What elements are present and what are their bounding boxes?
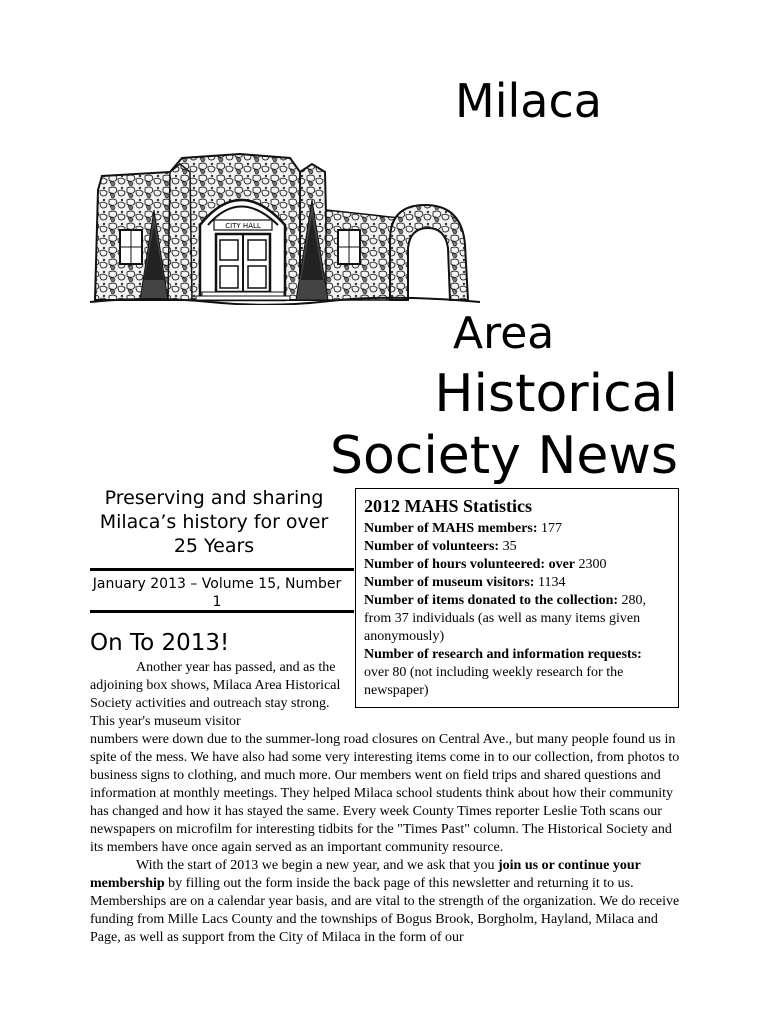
- stat-value: 1134: [537, 575, 566, 590]
- statistics-title: 2012 MAHS Statistics: [364, 496, 532, 516]
- paragraph-1-start: Another year has passed, and as the adjoining box shows, Milaca Area Historical Society activities and outreach stay strong. This year's museum visitor: [90, 660, 341, 729]
- paragraph-2: [90, 857, 682, 947]
- paragraph-2-lead: With the start of 2013 we begin a new year, and we ask that you: [136, 858, 495, 873]
- tagline: Preserving and sharing Milaca’s history for over 25 Years: [99, 487, 329, 557]
- stat-value: 280, from 37 individuals (as well as many items given anonymously): [364, 593, 647, 644]
- stat-members: [364, 520, 670, 538]
- stat-value: 2300: [578, 557, 607, 572]
- city-hall-building-icon: [90, 150, 480, 305]
- stat-label: Number of MAHS members:: [364, 521, 538, 536]
- stat-items-donated: [364, 592, 670, 646]
- divider-top: [90, 568, 354, 571]
- stat-label: Number of volunteers:: [364, 539, 500, 554]
- stat-hours: [364, 556, 670, 574]
- stat-label: Number of hours volunteered: over: [364, 557, 576, 572]
- stat-value: 177: [541, 521, 563, 536]
- stat-label: Number of research and information requests:: [364, 647, 642, 662]
- stat-label: Number of museum visitors:: [364, 575, 535, 590]
- stat-visitors: [364, 574, 670, 592]
- article-body-column: [90, 659, 344, 731]
- article-heading: On To 2013!: [90, 630, 230, 656]
- stat-label: Number of items donated to the collection:: [364, 593, 619, 608]
- masthead-area: Area: [453, 308, 555, 359]
- stat-value: 35: [502, 539, 517, 554]
- article-body-wide: [90, 731, 682, 947]
- masthead-milaca: Milaca: [455, 74, 602, 128]
- stat-value: over 80 (not including weekly research for the newspaper): [364, 665, 624, 698]
- paragraph-2-rest: by filling out the form inside the back page of this newsletter and returning it to us. Memberships are on a calendar year basis, and are vital to the strength of the organization. We do receive funding from Mille Lacs County and the townships of Bogus Brook, Borgholm, Hayland, Milaca and Page, as well as support from the City of Milaca in the form of our: [90, 876, 680, 945]
- masthead-society-news: Society News: [329, 426, 678, 486]
- stat-research-requests: [364, 646, 670, 700]
- svg-text:CITY HALL: CITY HALL: [225, 222, 261, 230]
- stat-volunteers: [364, 538, 670, 556]
- issue-line: January 2013 – Volume 15, Number 1: [92, 576, 342, 610]
- paragraph-1-rest: numbers were down due to the summer-long road closures on Central Ave., but many people found us in spite of the mess. We have also had some very interesting items come in to our collection, from photos to business signs to clothing, and much more. Our members went on field trips and shared questions and information at monthly meetings. They helped Milaca school students think about how their community has changed and how it has stayed the same. Every week County Times reporter Leslie Toth scans our newspapers on microfilm for interesting tidbits for the "Times Past" column. The Historical Society and its members have once again served as an important community resource.: [90, 732, 680, 855]
- statistics-box: [355, 488, 679, 708]
- paragraph-2-bold: join us or continue your membership: [90, 858, 641, 891]
- divider-bottom: [90, 610, 354, 613]
- masthead-historical: Historical: [434, 364, 678, 424]
